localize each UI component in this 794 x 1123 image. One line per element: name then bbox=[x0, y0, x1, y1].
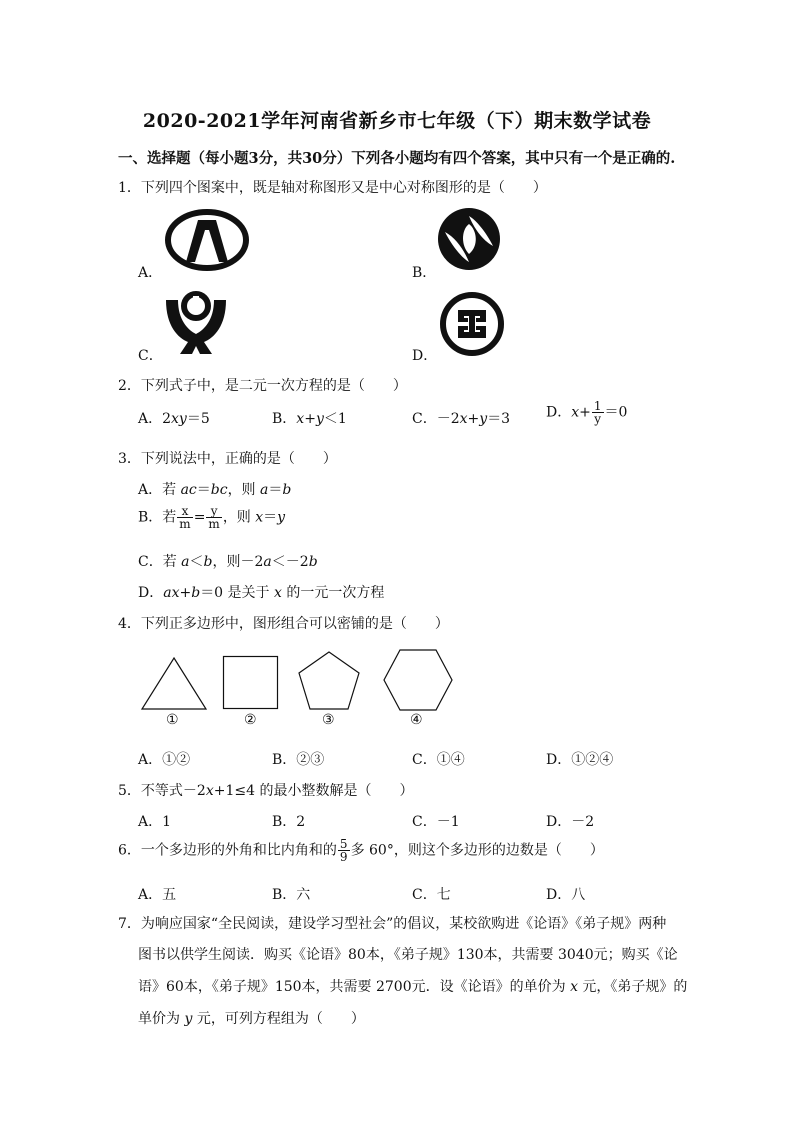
q6-option-c: C．七 bbox=[412, 887, 451, 903]
q6-option-b: B．六 bbox=[272, 887, 311, 903]
question-3-stem: 3．下列说法中，正确的是（ ） bbox=[118, 451, 337, 467]
q3-option-a: A．若 ac＝bc，则 a＝b bbox=[138, 482, 292, 498]
q4-option-c: C．①④ bbox=[412, 752, 465, 768]
acura-logo-icon bbox=[164, 208, 250, 272]
section-heading: 一、选择题（每小题3分，共30分）下列各小题均有四个答案，其中只有一个是正确的. bbox=[118, 150, 676, 167]
q5-option-c: C．－1 bbox=[412, 814, 460, 830]
question-1-stem: 1．下列四个图案中，既是轴对称图形又是中心对称图形的是（ ） bbox=[118, 180, 547, 196]
circle-swirl-logo-icon bbox=[436, 206, 502, 272]
shape-label-3: ③ bbox=[322, 712, 335, 728]
question-7-line-1: 7．为响应国家“全民阅读，建设学习型社会”的倡议，某校欲购进《论语》《弟子规》两种 bbox=[118, 916, 667, 932]
q6-option-d: D．八 bbox=[546, 887, 586, 903]
page-title: 2020-2021学年河南省新乡市七年级（下）期末数学试卷 bbox=[142, 110, 652, 132]
question-6-stem: 6．一个多边形的外角和比内角和的 $\frac{5}{9}$ 多 60°，则这个多边形的边数是（ ） bbox=[118, 837, 604, 864]
triangle-shape bbox=[140, 656, 208, 712]
q2-option-c: C．－2x+y＝3 bbox=[412, 411, 511, 427]
question-4-stem: 4．下列正多边形中，图形组合可以密铺的是（ ） bbox=[118, 616, 449, 632]
q2-option-a: A．2xy＝5 bbox=[138, 411, 210, 427]
shape-label-4: ④ bbox=[410, 712, 423, 728]
q4-option-a: A．①② bbox=[138, 752, 191, 768]
q5-option-b: B．2 bbox=[272, 814, 306, 830]
q6-option-a: A．五 bbox=[138, 887, 177, 903]
q3-option-b: B．若 $\frac{x}{m}$ = $\frac{y}{m}$ ，则 x＝y bbox=[138, 504, 286, 531]
q5-option-a: A．1 bbox=[138, 814, 172, 830]
hexagon-shape bbox=[382, 648, 454, 712]
question-7-line-4: 单价为 y 元，可列方程组为（ ） bbox=[138, 1011, 365, 1027]
icbc-logo-icon bbox=[440, 292, 504, 356]
q1-option-c-label: C． bbox=[138, 348, 163, 364]
q5-option-d: D．－2 bbox=[546, 814, 595, 830]
pentagon-shape bbox=[296, 650, 362, 712]
square-shape bbox=[222, 655, 280, 711]
shape-label-1: ① bbox=[166, 712, 179, 728]
q4-option-d: D．①②④ bbox=[546, 752, 614, 768]
shape-label-2: ② bbox=[244, 712, 257, 728]
q1-option-a-label: A． bbox=[138, 265, 163, 281]
question-7-line-2: 图书以供学生阅读．购买《论语》80本，《弟子规》130本，共需要 3040元；购买《论 bbox=[138, 947, 678, 963]
q3-option-d: D．ax+b＝0 是关于 x 的一元一次方程 bbox=[138, 585, 385, 601]
question-7-line-3: 语》60本，《弟子规》150本，共需要 2700元．设《论语》的单价为 x 元，《弟子规》的 bbox=[138, 979, 688, 995]
question-2-stem: 2．下列式子中，是二元一次方程的是（ ） bbox=[118, 378, 407, 394]
question-5-stem: 5．不等式－2x+1≤4 的最小整数解是（ ） bbox=[118, 783, 414, 799]
q3-option-c: C．若 a＜b，则－2a＜－2b bbox=[138, 554, 318, 570]
q1-option-b-label: B． bbox=[412, 265, 437, 281]
q1-option-d-label: D． bbox=[412, 348, 438, 364]
q2-option-b: B．x+y＜1 bbox=[272, 411, 347, 427]
q4-option-b: B．②③ bbox=[272, 752, 325, 768]
q2-option-d: D．x+ $\frac{1}{y}$ ＝0 bbox=[546, 399, 628, 426]
agricultural-bank-logo-icon bbox=[162, 290, 230, 356]
